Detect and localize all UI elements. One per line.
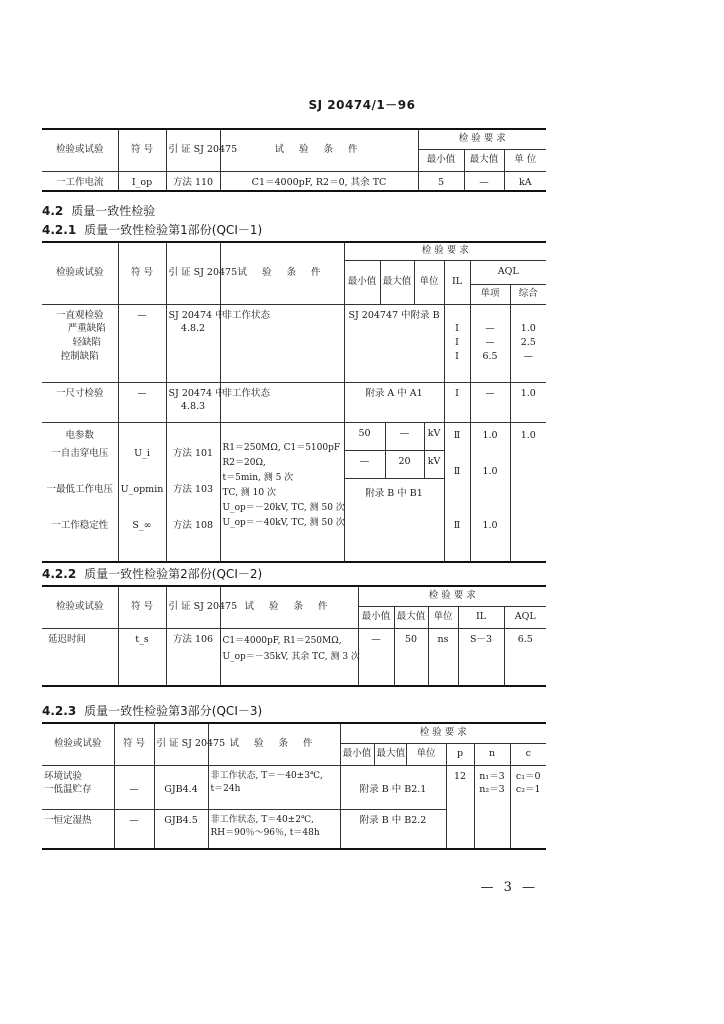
aql-single-value: 6.5: [482, 350, 498, 362]
condition-line: RH＝90％～96％, t＝48h: [210, 827, 320, 838]
table-row: [42, 382, 546, 422]
col-header-unit: 单位: [428, 606, 458, 628]
cell-item: 一工作电流: [42, 171, 118, 191]
ref-line-2: SJ 20475: [193, 601, 238, 613]
aql-total-value: 1.0: [520, 429, 536, 441]
cell-requirement: [340, 765, 446, 809]
cell-item: 一尺寸检验: [42, 382, 118, 422]
col-header-reference: [166, 242, 238, 304]
cell-reference: 方法 110: [166, 171, 220, 191]
col-header-symbol: 符 号: [114, 723, 154, 765]
item-sub: 一最低工作电压: [46, 483, 113, 495]
cell-aql-total: 1.0: [510, 382, 546, 422]
section-number: 4.2.2: [42, 567, 77, 581]
col-header-total: 综合: [510, 284, 546, 304]
col-header-aql: AQL: [504, 606, 546, 628]
col-header-symbol: 符 号: [118, 242, 166, 304]
cell-symbol: [114, 765, 154, 809]
col-header-requirements: 检 验 要 求: [340, 723, 546, 743]
cell-conditions: [220, 422, 344, 562]
col-header-aql: AQL: [470, 260, 546, 284]
cell-max: 50: [394, 628, 428, 686]
ref-line-2: 4.8.2: [180, 323, 206, 335]
condition-line: C1＝4000pF, R1＝250MΩ,: [222, 635, 342, 646]
col-header-il: IL: [444, 260, 470, 304]
cell-max: —: [464, 171, 504, 191]
condition-line: R1＝250MΩ, C1＝5100pF: [222, 443, 341, 454]
col-header-reference: [166, 129, 238, 171]
aql-single-value: 1.0: [482, 465, 498, 477]
symbol-value: —: [129, 784, 139, 796]
section-heading-4-2: [42, 202, 155, 219]
cell-aql-single: [470, 422, 510, 562]
condition-line: 非工作状态, T＝－40±3℃,: [210, 770, 323, 781]
col-header-il: IL: [458, 606, 504, 628]
ref-line-1: 引 证: [156, 738, 179, 750]
condition-line: TC, 测 10 次: [222, 487, 276, 498]
item-title: 环境试验: [44, 770, 83, 782]
item-sub: 一低温贮存: [44, 784, 92, 796]
c-value: c₁＝0: [515, 770, 541, 782]
col-header-max: 最大值: [464, 149, 504, 171]
cell-conditions: [208, 809, 340, 849]
cell-unit: kA: [504, 171, 546, 191]
page-number: — 3 —: [480, 880, 538, 895]
cell-aql-single: —: [470, 382, 510, 422]
col-header-reference: [154, 723, 226, 765]
il-value: Ⅱ: [453, 429, 461, 441]
requirement-ref: 附录 B 中 B1: [345, 479, 444, 555]
item-title: 一直观检验: [55, 309, 104, 321]
condition-line: U_op＝－40kV, TC, 测 50 次: [222, 517, 345, 528]
table-row: [42, 171, 546, 191]
cell-item: [42, 422, 118, 562]
col-header-symbol: 符 号: [118, 129, 166, 171]
col-header-conditions: 试 验 条 件: [220, 586, 358, 628]
cell-min: 5: [418, 171, 464, 191]
cell-min: —: [358, 628, 394, 686]
item-sub: 一工作稳定性: [51, 519, 109, 531]
col-header-conditions: 试 验 条 件: [220, 129, 418, 171]
cell-aql: 6.5: [504, 628, 546, 686]
table-qci-2: [42, 585, 546, 687]
item-sub: 轻缺陷: [72, 337, 101, 349]
cell-symbol: t_s: [118, 628, 166, 686]
nested-requirements: [345, 423, 444, 555]
cell-conditions: 非工作状态: [220, 382, 344, 422]
section-number: 4.2.3: [42, 704, 77, 718]
cell-requirement: 附录 A 中 A1: [344, 382, 444, 422]
n-value: n₂＝3: [479, 784, 505, 796]
col-header-reference: [166, 586, 238, 628]
cell-unit: ns: [428, 628, 458, 686]
c-value: c₂＝1: [515, 784, 541, 796]
cell-item: 一恒定湿热: [42, 809, 114, 849]
col-header-item: 检验或试验: [42, 129, 118, 171]
cell-p: 12: [446, 765, 474, 849]
col-header-unit: 单位: [406, 743, 446, 765]
cell-reference: [154, 765, 208, 809]
section-heading-4-2-2: [42, 565, 262, 582]
cell-aql-single: [470, 304, 510, 382]
ref-line-2: SJ 20475: [181, 738, 226, 750]
cell-il: [444, 304, 470, 382]
cell-conditions: [208, 765, 340, 809]
cell-reference: 方法 106: [166, 628, 220, 686]
cell-item: 延迟时间: [42, 628, 118, 686]
col-header-item: 检验或试验: [42, 242, 118, 304]
n-value: n₁＝3: [479, 770, 505, 782]
table-qci-3: [42, 722, 546, 850]
condition-line: U_op＝－20kV, TC, 测 50 次: [222, 502, 345, 513]
col-header-min: 最小值: [358, 606, 394, 628]
section-title: 质量一致性检验: [71, 204, 156, 218]
col-header-conditions: 试 验 条 件: [220, 242, 344, 304]
section-heading-4-2-1: [42, 221, 262, 238]
unit-value: kV: [424, 451, 444, 479]
aql-total-value: 2.5: [520, 337, 536, 349]
col-header-requirements: 检 验 要 求: [418, 129, 546, 149]
ref-line-1: 引 证: [168, 601, 191, 613]
section-title: 质量一致性检验第2部份(QCI－2): [84, 567, 263, 581]
max-value: 20: [385, 451, 424, 479]
min-value: —: [345, 451, 386, 479]
cell-aql-total: [510, 422, 546, 562]
cell-conditions: 非工作状态: [220, 304, 344, 382]
table-qci-1: [42, 241, 546, 563]
table-row: [42, 304, 546, 382]
col-header-requirements: 检 验 要 求: [344, 242, 546, 260]
requirement-ref: 附录 B 中 B2.1: [359, 784, 427, 796]
col-header-p: p: [446, 743, 474, 765]
symbol-value: U_opmin: [120, 483, 164, 495]
cell-aql-total: [510, 304, 546, 382]
cell-requirement-block: [344, 422, 444, 562]
condition-line: R2＝20Ω,: [222, 458, 266, 469]
col-header-min: 最小值: [340, 743, 374, 765]
cell-reference: [166, 304, 225, 382]
min-value: 50: [345, 423, 386, 451]
col-header-item: 检验或试验: [42, 723, 114, 765]
cell-conditions: [220, 628, 358, 686]
cell-symbol: I_op: [118, 171, 166, 191]
col-header-max: 最大值: [380, 260, 414, 304]
col-header-unit: 单 位: [504, 149, 546, 171]
section-number: 4.2.1: [42, 223, 77, 237]
cell-c: [510, 765, 546, 849]
cell-conditions: C1＝4000pF, R2＝0, 其余 TC: [220, 171, 418, 191]
reference-value: 方法 101: [172, 447, 214, 459]
aql-single-value: —: [485, 323, 495, 335]
ref-line-1: 引 证: [168, 267, 191, 279]
cell-il: Ⅰ: [444, 382, 470, 422]
symbol-value: S_∞: [132, 519, 152, 531]
col-header-n: n: [474, 743, 510, 765]
cell-reference: [166, 422, 220, 562]
table-row: [42, 422, 546, 562]
cell-requirement: SJ 204747 中附录 B: [344, 304, 444, 382]
col-header-min: 最小值: [418, 149, 464, 171]
max-value: —: [385, 423, 424, 451]
table-row: [42, 765, 546, 809]
item-sub: 一自击穿电压: [51, 447, 109, 459]
section-title: 质量一致性检验第3部分(QCI－3): [84, 704, 263, 718]
aql-single-value: 1.0: [482, 519, 498, 531]
col-header-symbol: 符 号: [118, 586, 166, 628]
section-number: 4.2: [42, 204, 64, 218]
condition-line: t＝5min, 测 5 次: [222, 473, 294, 484]
item-title: 电参数: [65, 429, 94, 441]
condition-line: t＝24h: [210, 783, 241, 794]
ref-line-1: SJ 20474 中: [168, 309, 225, 321]
il-value: Ⅱ: [453, 465, 461, 477]
reference-value: 方法 108: [172, 519, 214, 531]
col-header-single: 单项: [470, 284, 510, 304]
item-sub: 严重缺陷: [67, 323, 106, 335]
table-continuation: [42, 128, 546, 192]
col-header-c: c: [510, 743, 546, 765]
il-value: Ⅰ: [455, 350, 459, 362]
il-value: Ⅰ: [455, 323, 459, 335]
ref-line-2: 4.8.3: [180, 401, 206, 413]
condition-line: 非工作状态, T＝40±2℃,: [210, 814, 314, 825]
col-header-unit: 单位: [414, 260, 444, 304]
col-header-max: 最大值: [394, 606, 428, 628]
il-value: Ⅱ: [453, 519, 461, 531]
ref-line-2: SJ 20475: [193, 267, 238, 279]
col-header-requirements: 检 验 要 求: [358, 586, 546, 606]
cell-il: S－3: [458, 628, 504, 686]
cell-item: [42, 765, 114, 809]
cell-reference: GJB4.5: [154, 809, 208, 849]
cell-symbol: —: [114, 809, 154, 849]
cell-il: [444, 422, 470, 562]
aql-total-value: 1.0: [520, 323, 536, 335]
cell-requirement: 附录 B 中 B2.2: [340, 809, 446, 849]
unit-value: kV: [427, 427, 441, 439]
cell-reference: [166, 382, 225, 422]
ref-line-1: SJ 20474 中: [168, 387, 225, 399]
section-title: 质量一致性检验第1部份(QCI－1): [84, 223, 263, 237]
reference-value: 方法 103: [172, 483, 214, 495]
cell-symbol: —: [118, 304, 166, 382]
col-header-max: 最大值: [374, 743, 406, 765]
cell-item: [42, 304, 118, 382]
symbol-value: U_i: [134, 447, 150, 459]
ref-line-1: 引 证: [168, 144, 191, 156]
reference-value: GJB4.4: [164, 784, 198, 796]
cell-symbol: —: [118, 382, 166, 422]
aql-single-value: —: [485, 337, 495, 349]
aql-single-value: 1.0: [482, 429, 498, 441]
col-header-conditions: 试 验 条 件: [208, 723, 340, 765]
col-header-item: 检验或试验: [42, 586, 118, 628]
cell-symbol: [118, 422, 166, 562]
section-heading-4-2-3: [42, 702, 262, 719]
col-header-min: 最小值: [344, 260, 380, 304]
table-row: [42, 628, 546, 686]
item-sub: 控制缺陷: [60, 350, 99, 362]
cell-n: [474, 765, 510, 849]
il-value: Ⅰ: [455, 337, 459, 349]
condition-line: U_op＝－35kV, 其余 TC, 测 3 次: [222, 651, 360, 662]
document-header: SJ 20474/1－96: [308, 98, 416, 112]
ref-line-2: SJ 20475: [193, 144, 238, 156]
aql-total-value: —: [523, 350, 533, 362]
